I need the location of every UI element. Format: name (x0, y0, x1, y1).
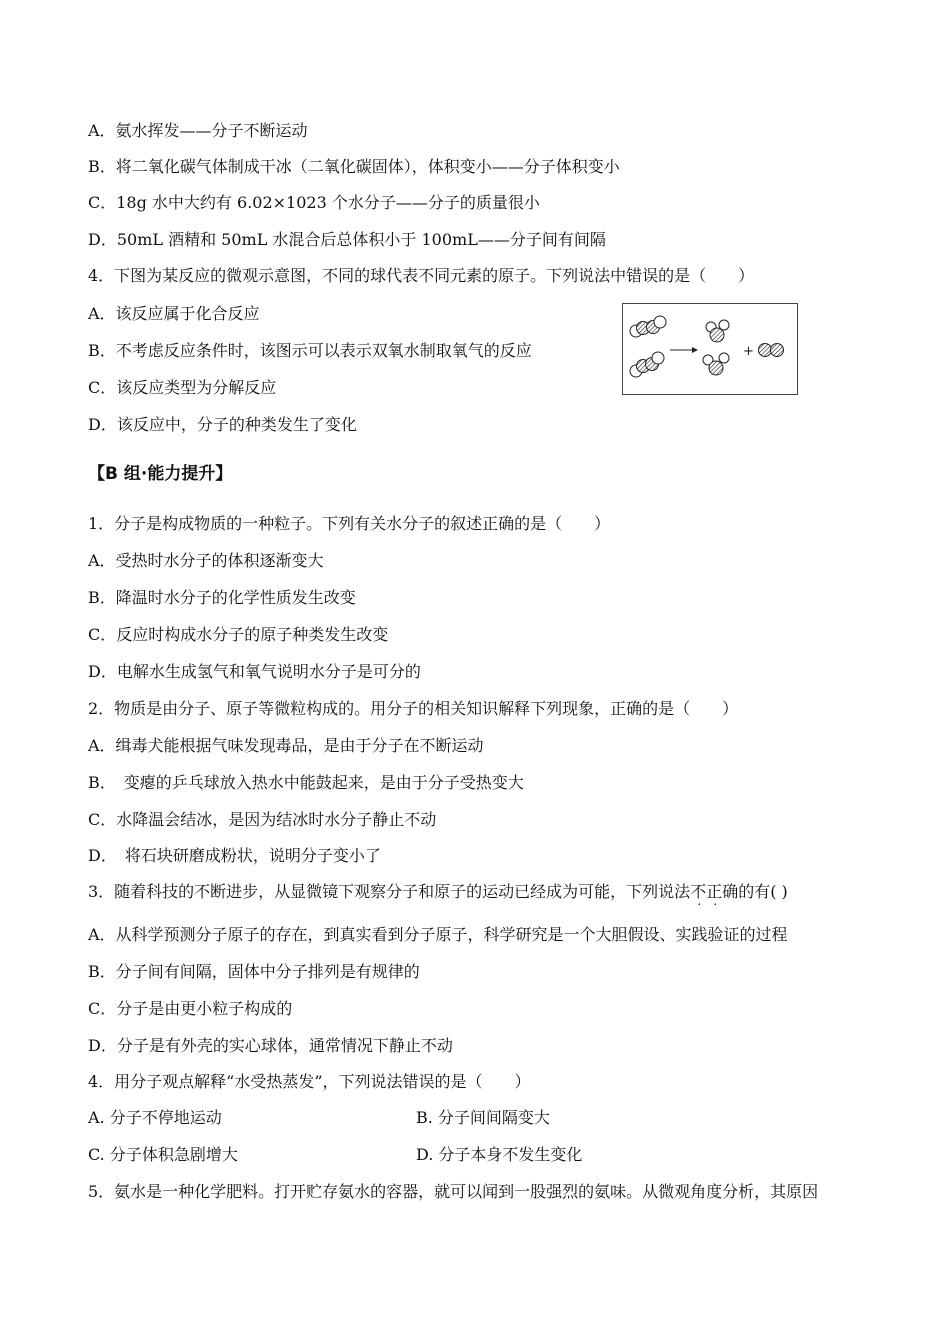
question-3-stem (88, 882, 788, 902)
option-b: B． 变瘪的乒乓球放入热水中能鼓起来，是由于分子受热变大 (88, 773, 524, 792)
emphasis-dot-char: 不 (690, 882, 707, 901)
option-a: A．受热时水分子的体积逐渐变大 (88, 551, 324, 570)
option-b: B．将二氧化碳气体制成干冰（二氧化碳固体），体积变小——分子体积变小 (88, 157, 620, 176)
reaction-diagram (622, 303, 798, 395)
option-c: C. 分子体积急剧增大 (88, 1145, 238, 1164)
option-d: D. 分子本身不发生变化 (416, 1145, 583, 1164)
option-d: D．电解水生成氢气和氧气说明水分子是可分的 (88, 662, 421, 681)
stem-text-end: 确的有( ) (722, 882, 788, 901)
stem-text: 3．随着科技的不断进步，从显微镜下观察分子和原子的运动已经成为可能，下列说法 (88, 882, 691, 901)
option-b: B．分子间有间隔，固体中分子排列是有规律的 (88, 962, 420, 981)
option-d: D． 将石块研磨成粉状，说明分子变小了 (88, 846, 381, 865)
option-a: A．从科学预测分子原子的存在，到真实看到分子原子，科学研究是一个大胆假设、实践验证的过程 (88, 925, 788, 944)
option-c: C．分子是由更小粒子构成的 (88, 999, 293, 1018)
question-1-stem: 1．分子是构成物质的一种粒子。下列有关水分子的叙述正确的是（ ） (88, 514, 611, 533)
option-a: A．缉毒犬能根据气味发现毒品，是由于分子在不断运动 (88, 736, 484, 755)
option-c: C．该反应类型为分解反应 (88, 378, 277, 397)
question-4-stem: 4．用分子观点解释“水受热蒸发”，下列说法错误的是（ ） (88, 1072, 531, 1091)
option-c: C．水降温会结冰，是因为结冰时水分子静止不动 (88, 810, 437, 829)
option-d: D．该反应中，分子的种类发生了变化 (88, 415, 357, 434)
option-b: B. 分子间间隔变大 (416, 1108, 550, 1127)
option-c: C．反应时构成水分子的原子种类发生改变 (88, 625, 389, 644)
question-2-stem: 2．物质是由分子、原子等微粒构成的。用分子的相关知识解释下列现象，正确的是（ ） (88, 699, 739, 718)
emphasis-dot-char: 正 (706, 882, 723, 901)
option-b: B．不考虑反应条件时，该图示可以表示双氧水制取氧气的反应 (88, 341, 532, 360)
question-5-stem: 5．氨水是一种化学肥料。打开贮存氨水的容器，就可以闻到一股强烈的氨味。从微观角度分析，其原因 (88, 1182, 819, 1201)
option-a: A. 分子不停地运动 (88, 1108, 222, 1127)
section-heading: 【B 组·能力提升】 (88, 464, 233, 484)
option-a: A．氨水挥发——分子不断运动 (88, 121, 308, 140)
option-c: C．18g 水中大约有 6.02×1023 个水分子——分子的质量很小 (88, 193, 540, 212)
plus-sign: + (743, 344, 754, 359)
option-d: D．分子是有外壳的实心球体，通常情况下静止不动 (88, 1036, 453, 1055)
question-4-stem: 4．下图为某反应的微观示意图，不同的球代表不同元素的原子。下列说法中错误的是（ ） (88, 266, 755, 285)
option-b: B．降温时水分子的化学性质发生改变 (88, 588, 356, 607)
option-a: A．该反应属于化合反应 (88, 304, 260, 323)
option-d: D．50mL 酒精和 50mL 水混合后总体积小于 100mL——分子间有间隔 (88, 230, 606, 249)
